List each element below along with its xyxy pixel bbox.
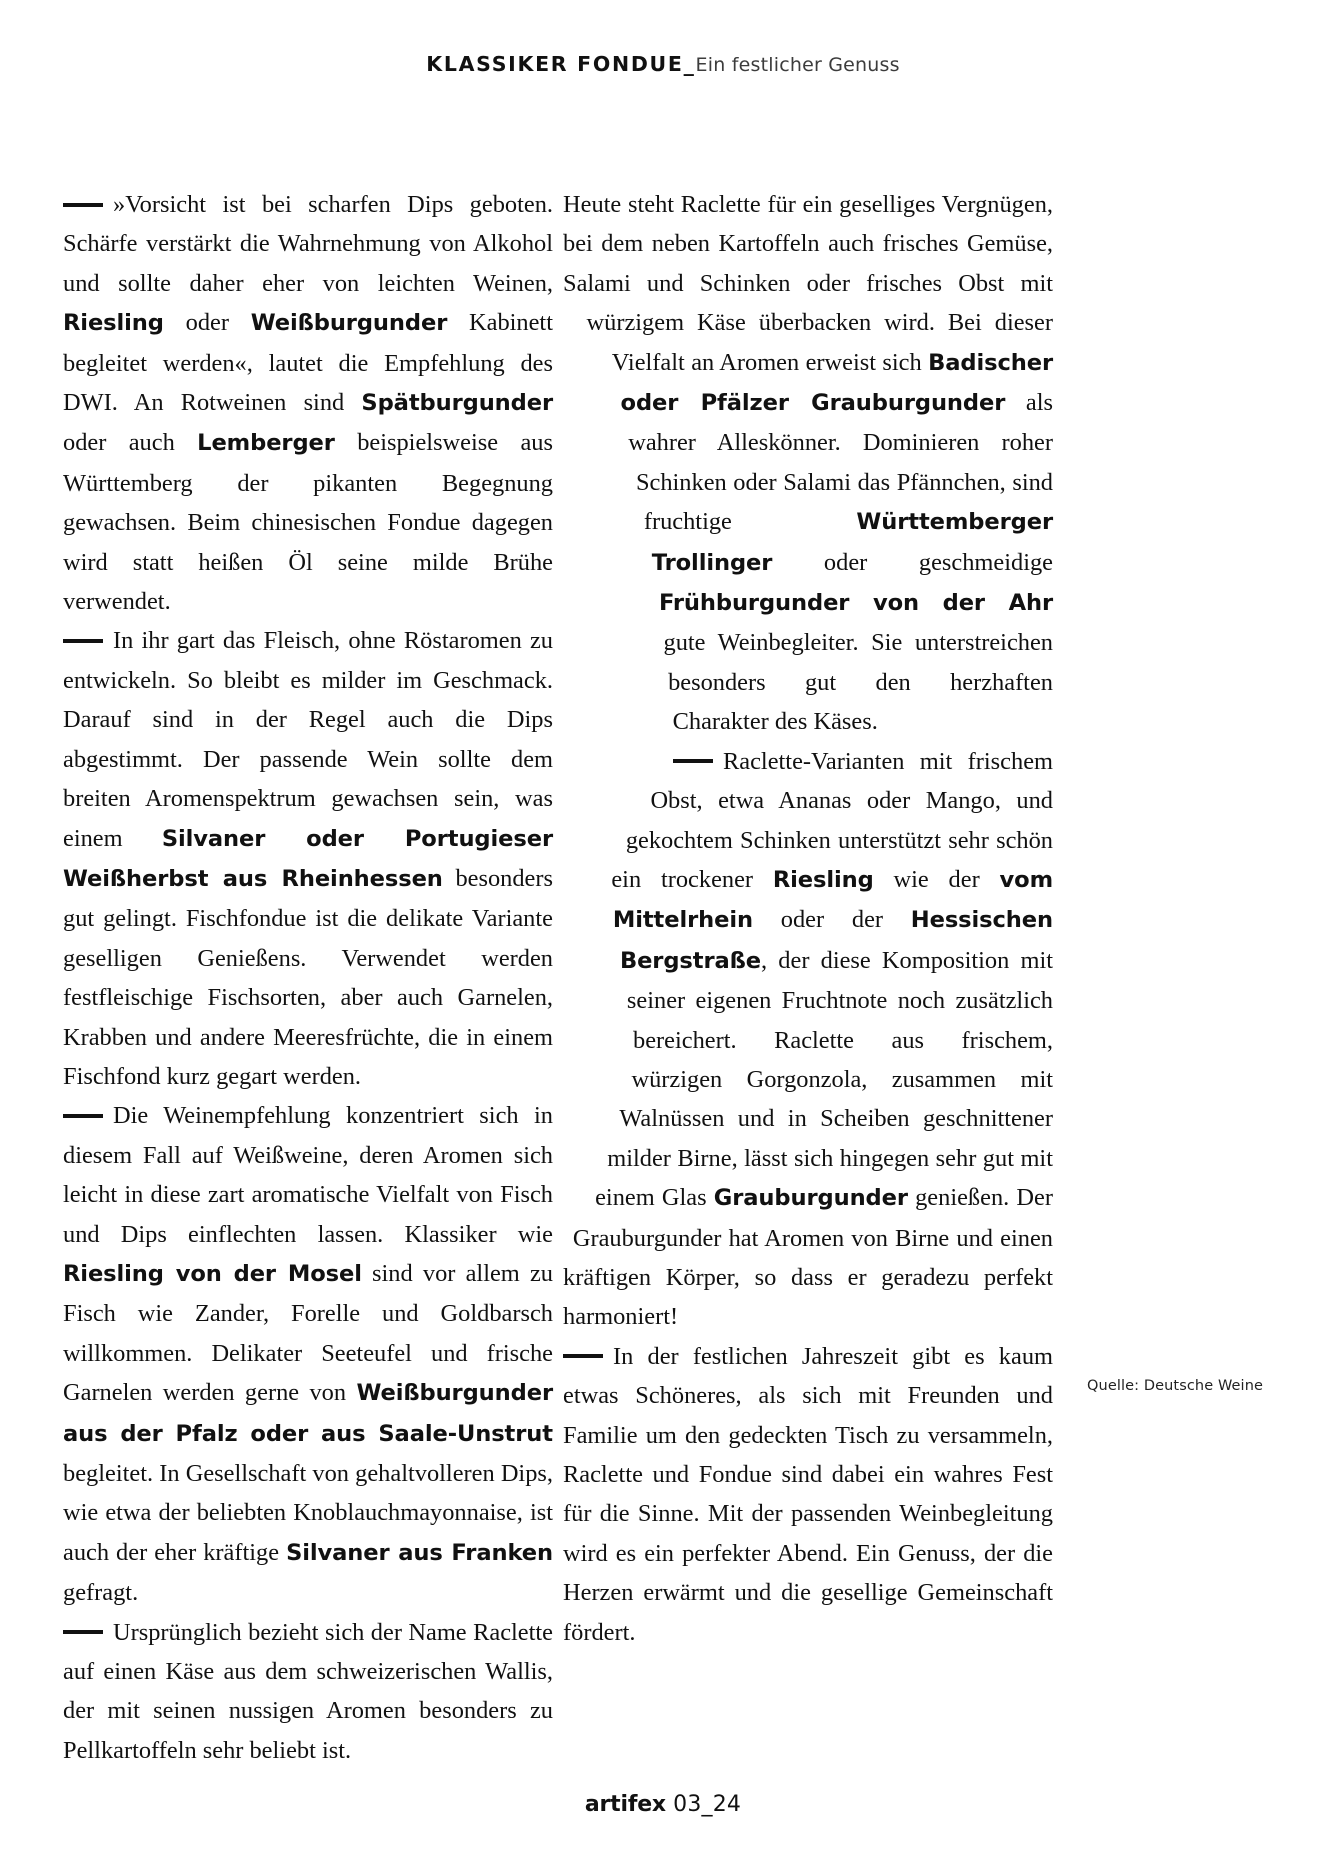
body-text-run: Heute steht Raclette für ein geselliges Vergnügen, bei dem neben Kartoffeln auch frisches Gemüse, Salami und Schinken oder frisches Obst mit würzigem Käse überbacken wird. Bei dieser Vielfalt an Aromen erweist sich — [563, 191, 1053, 376]
page-footer — [0, 1792, 1326, 1817]
emphasis-wine-name: Riesling — [772, 866, 874, 893]
body-text-run: In ihr gart das Fleisch, ohne Röstaromen zu entwickeln. So bleibt es milder im Geschmack. Darauf sind in der Regel auch die Dips abgestimmt. Der passende Wein sollte dem breiten Aromenspektrum gewachsen sein, was einem — [63, 627, 553, 852]
left-column-paragraph — [63, 621, 553, 1096]
paragraph-marker-rule — [63, 639, 103, 643]
right-column-paragraph — [563, 185, 1053, 742]
paragraph-marker-rule — [673, 759, 713, 763]
paragraph-marker-rule — [63, 1630, 103, 1634]
footer-issue: 03_24 — [673, 1792, 742, 1817]
body-text-run: als wahrer Alleskönner. Dominieren roher Schinken oder Salami das Pfännchen, sind fruchtige — [628, 389, 1053, 536]
footer-brand: artifex — [584, 1792, 666, 1817]
body-text-run: oder auch — [63, 429, 198, 457]
emphasis-wine-name: Weißburgunder aus der Pfalz oder aus Saale-Unstrut — [63, 1380, 553, 1447]
left-column-paragraph — [63, 1613, 553, 1771]
emphasis-wine-name: Hessischen Bergstraße — [619, 907, 1053, 974]
emphasis-wine-name: Riesling — [63, 310, 164, 337]
running-head — [0, 52, 1326, 76]
emphasis-wine-name: Silvaner oder Portugieser Weißherbst aus Rheinhessen — [63, 825, 553, 892]
body-text-run: wie der — [873, 865, 1000, 893]
body-text-run: oder der — [753, 906, 911, 934]
body-text-run: Die Weinempfehlung konzentriert sich in diesem Fall auf Weißweine, deren Aromen sich leicht in diese zart aromatische Vielfalt von Fisch und Dips einflechten lassen. Klassiker wie — [63, 1102, 553, 1248]
left-column-paragraph — [63, 185, 553, 621]
emphasis-wine-name: Frühburgunder von der Ahr — [658, 590, 1053, 617]
body-text-run: Kabinett begleitet werden«, lautet die Empfehlung des DWI. An Rotweinen sind — [63, 309, 553, 417]
body-text-run: beispielsweise aus Württemberg der pikanten Begegnung gewachsen. Beim chinesischen Fondue dagegen wird statt heißen Öl seine milde Brühe verwendet. — [63, 429, 553, 616]
emphasis-wine-name: Spätburgunder — [361, 390, 553, 417]
emphasis-wine-name: Grauburgunder — [713, 1185, 908, 1212]
body-text-run: begleitet. In Gesellschaft von gehaltvolleren Dips, wie etwa der beliebten Knoblauchmayonnaise, ist auch der eher kräftige — [63, 1460, 553, 1566]
emphasis-wine-name: Badischer oder Pfälzer Grauburgunder — [620, 349, 1053, 417]
body-text-run: Raclette-Varianten mit frischem Obst, etwa Ananas oder Mango, und gekochtem Schinken unterstützt sehr schön ein trockener — [611, 747, 1053, 893]
body-text-run: oder geschmeidige — [772, 548, 1053, 576]
emphasis-wine-name: Württemberger Trollinger — [651, 509, 1053, 576]
paragraph-marker-rule — [563, 1354, 603, 1358]
right-column-paragraph — [563, 742, 1053, 1337]
body-text-run: besonders gut gelingt. Fischfondue ist die delikate Variante geselligen Genießens. Verwendet werden festfleischige Fischsorten, aber auch Garnelen, Krabben und andere Meeresfrüchte, die in einem Fischfond kurz gegart werden. — [63, 864, 553, 1090]
body-text-run: Ursprünglich bezieht sich der Name Raclette auf einen Käse aus dem schweizerischen Wallis, der mit seinen nussigen Aromen besonders zu Pellkartoffeln sehr beliebt ist. — [63, 1618, 553, 1764]
text-column-right — [563, 185, 1053, 1652]
body-text-run: sind vor allem zu Fisch wie Zander, Forelle und Goldbarsch willkommen. Delikater Seeteufel und frische Garnelen werden gerne von — [63, 1259, 553, 1407]
body-text-run: , der diese Komposition mit seiner eigenen Fruchtnote noch zusätzlich bereichert. Raclette aus frischem, würzigen Gorgonzola, zusammen mit Walnüssen und in Scheiben geschnittener milder Birne, lässt sich hingegen sehr gut mit einem Glas — [595, 946, 1053, 1212]
running-head-subtitle: Ein festlicher Genuss — [695, 54, 900, 76]
body-text-run: »Vorsicht ist bei scharfen Dips geboten. Schärfe verstärkt die Wahrnehmung von Alkohol und sollte daher eher von leichten Weinen, — [63, 191, 553, 297]
body-text-run: gefragt. — [63, 1579, 139, 1607]
left-column-paragraph — [63, 1096, 553, 1612]
text-column-left — [63, 185, 553, 1770]
emphasis-wine-name: Silvaner aus Franken — [286, 1539, 553, 1566]
body-text-run: oder — [163, 309, 251, 337]
paragraph-marker-rule — [63, 203, 103, 207]
body-text-run: genießen. Der Grauburgunder hat Aromen von Birne und einen kräftigen Körper, so dass er geradezu perfekt harmoniert! — [563, 1184, 1053, 1331]
emphasis-wine-name: Lemberger — [197, 430, 335, 457]
running-head-title: KLASSIKER FONDUE — [426, 52, 684, 76]
running-head-separator: _ — [683, 52, 696, 76]
right-column-paragraph — [563, 1337, 1053, 1652]
article-body — [63, 185, 1263, 1764]
emphasis-wine-name: vom Mittelrhein — [612, 866, 1054, 934]
emphasis-wine-name: Riesling von der Mosel — [63, 1260, 362, 1287]
body-text-run: gute Weinbegleiter. Sie unterstreichen besonders gut den herzhaften Charakter des Käses. — [663, 629, 1053, 736]
paragraph-marker-rule — [63, 1114, 103, 1118]
body-text-run: In der festlichen Jahreszeit gibt es kaum etwas Schöneres, als sich mit Freunden und Familie um den gedeckten Tisch zu versammeln, Raclette und Fondue sind dabei ein wahres Fest für die Sinne. Mit der passenden Weinbegleitung wird es ein perfekter Abend. Ein Genuss, der die Herzen erwärmt und die gesellige Gemeinschaft fördert. — [563, 1342, 1053, 1646]
emphasis-wine-name: Weißburgunder — [250, 310, 448, 337]
source-credit: Quelle: Deutsche Weine — [1087, 1378, 1263, 1394]
